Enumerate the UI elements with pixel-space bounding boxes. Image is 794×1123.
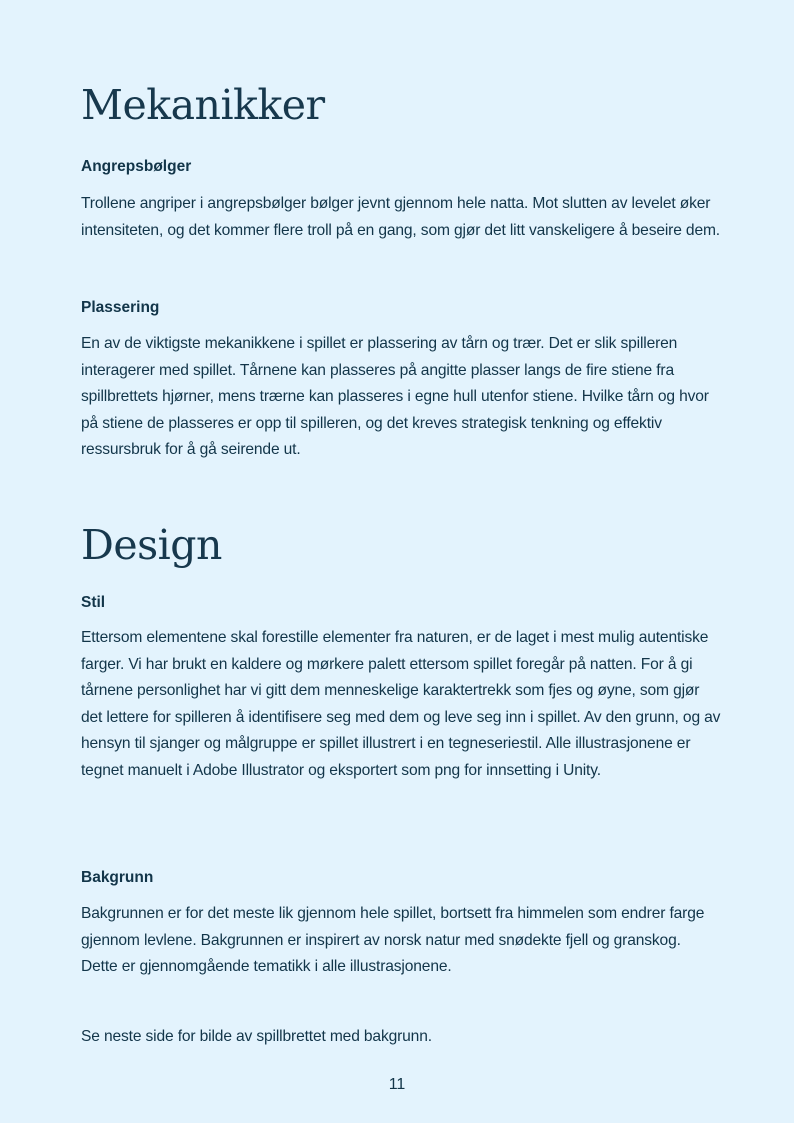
section-title-mekanikker: Mekanikker bbox=[81, 81, 325, 129]
heading-stil: Stil bbox=[81, 594, 106, 611]
heading-bakgrunn: Bakgrunn bbox=[81, 869, 154, 886]
page-number: 11 bbox=[388, 1076, 406, 1093]
heading-angrepsbolger: Angrepsbølger bbox=[81, 158, 192, 175]
paragraph-angrepsbolger: Trollene angriper i angrepsbølger bølger jevnt gjennom hele natta. Mot slutten av levelet øker intensiteten, og det kommer flere troll på en gang, som gjør det litt vanskeligere å beseire dem. bbox=[81, 195, 720, 239]
paragraph-see-next-page: Se neste side for bilde av spillbrettet med bakgrunn. bbox=[81, 1028, 432, 1045]
heading-plassering: Plassering bbox=[81, 299, 160, 316]
paragraph-plassering: En av de viktigste mekanikkene i spillet er plassering av tårn og trær. Det er slik spilleren interagerer med spillet. Tårnene kan plasseres på angitte plasser langs de fire stiene fra spillbrettets hjørner, mens trærne kan plasseres i egne hull utenfor stiene. Hvilke tårn og hvor på stiene de plasseres er opp til spilleren, og det kreves strategisk tenkning og effektiv ressursbruk for å gå seirende ut. bbox=[81, 335, 709, 459]
section-title-design: Design bbox=[81, 521, 222, 569]
paragraph-stil: Ettersom elementene skal forestille elementer fra naturen, er de laget i mest mulig autentiske farger. Vi har brukt en kaldere og mørkere palett ettersom spillet foregår på natten. For å gi tårnene personlighet har vi gitt dem menneskelige karaktertrekk som fjes og øyne, som gjør det lettere for spilleren å identifisere seg med dem og leve seg inn i spillet. Av den grunn, og av hensyn til sjanger og målgruppe er spillet illustrert i en tegneseriestil. Alle illustrasjonene er tegnet manuelt i Adobe Illustrator og eksportert som png for innsetting i Unity. bbox=[81, 629, 721, 779]
paragraph-bakgrunn: Bakgrunnen er for det meste lik gjennom hele spillet, bortsett fra himmelen som endrer farge gjennom levlene. Bakgrunnen er inspirert av norsk natur med snødekte fjell og granskog. Dette er gjennomgående tematikk i alle illustrasjonene. bbox=[81, 905, 705, 976]
